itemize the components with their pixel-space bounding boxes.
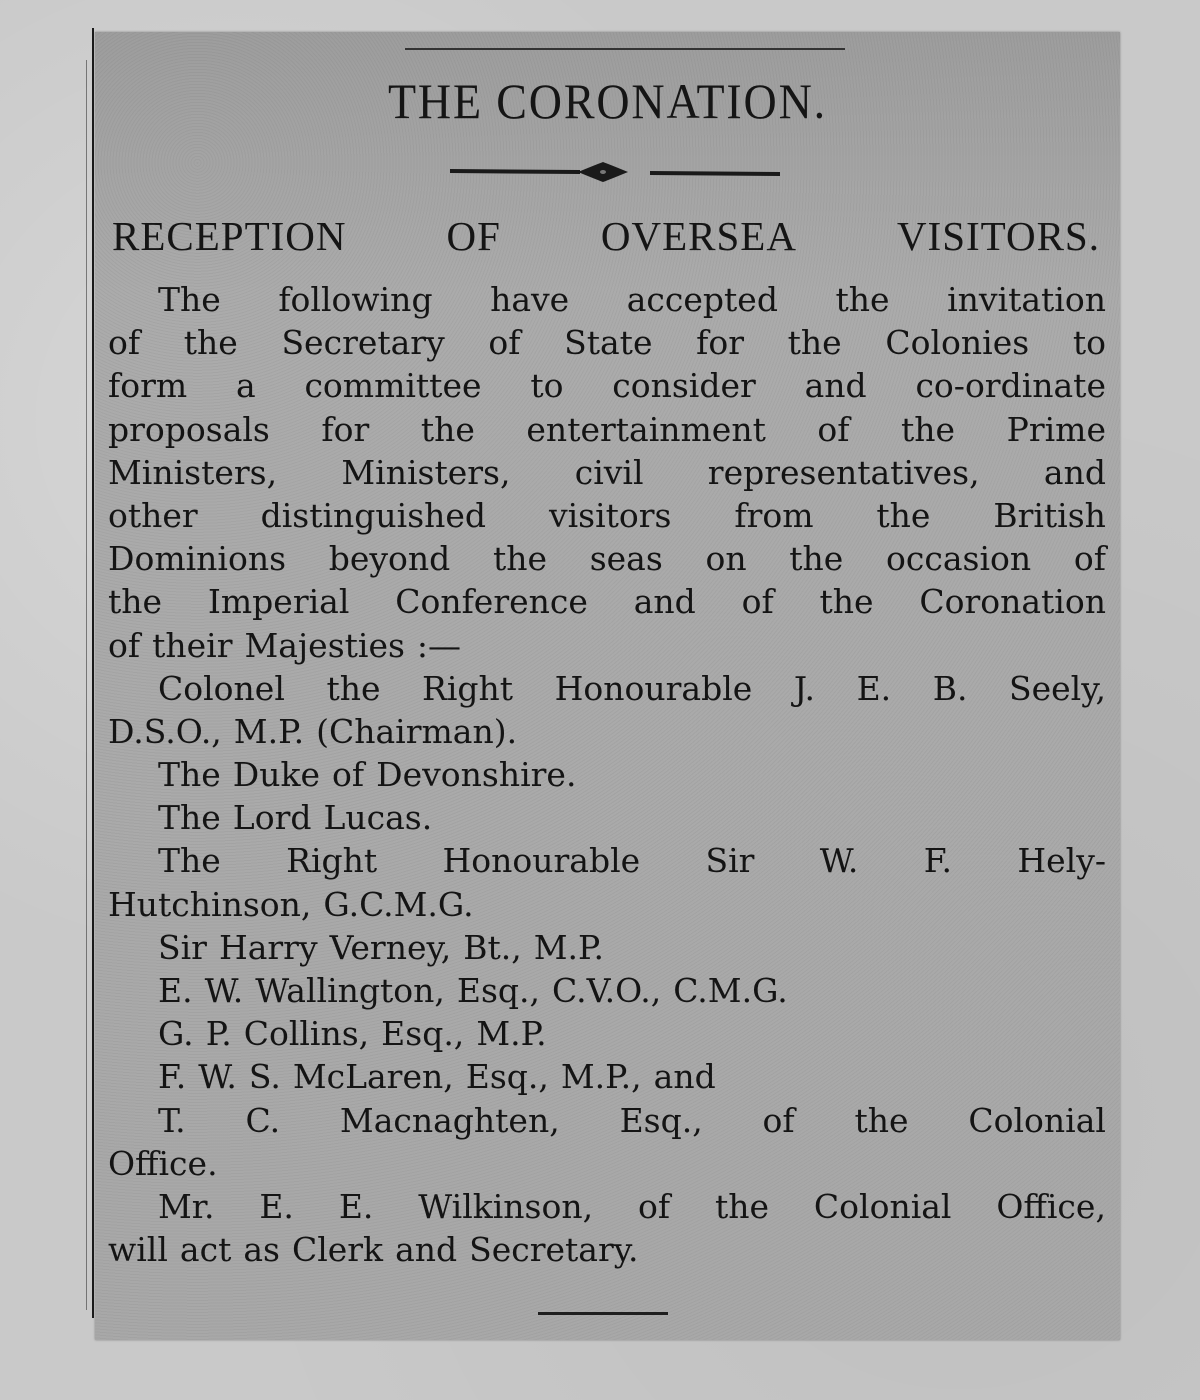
word: C.V.O., — [552, 971, 662, 1010]
word: Lord — [232, 798, 312, 838]
word: G. — [158, 1014, 194, 1054]
word: the — [901, 409, 956, 449]
word: the — [876, 495, 931, 535]
word: M.P. — [476, 1014, 547, 1054]
word: as — [243, 1230, 280, 1270]
text-line — [108, 451, 1106, 494]
text-line — [108, 753, 1106, 796]
word: Colonial — [813, 1186, 952, 1226]
word: of — [817, 409, 850, 449]
word: for — [321, 409, 370, 449]
word: on — [705, 539, 747, 579]
text-line — [108, 969, 1106, 1012]
text-line — [108, 1228, 1106, 1271]
word: Colonies — [885, 323, 1030, 363]
word: S. — [248, 1057, 281, 1097]
word: B. — [932, 668, 968, 708]
word: Honourable — [442, 841, 641, 881]
closing-rule — [538, 1312, 668, 1315]
word: entertainment — [526, 409, 766, 449]
word: G.C.M.G. — [323, 884, 474, 924]
word: Dominions — [108, 539, 287, 579]
word: C.M.G. — [673, 971, 788, 1010]
word: co-ordinate — [915, 366, 1106, 406]
word: M.P. — [233, 711, 305, 751]
text-line — [108, 321, 1106, 364]
word: :— — [416, 625, 462, 665]
word: accepted — [626, 280, 778, 319]
text-line — [108, 1012, 1106, 1055]
word: Secretary — [281, 323, 445, 363]
word: act — [179, 1230, 232, 1270]
word: representatives, — [707, 452, 980, 492]
word: of — [762, 1100, 795, 1140]
word: have — [490, 280, 570, 319]
word: Mr. — [158, 1186, 215, 1226]
word: F. — [923, 841, 952, 881]
word: the — [714, 1186, 770, 1226]
article-body — [108, 278, 1106, 1271]
word: F. — [158, 1057, 187, 1097]
word: and — [633, 582, 696, 622]
word: M.P., — [560, 1057, 642, 1097]
word: Sir — [158, 927, 207, 967]
word: of — [108, 323, 141, 363]
word: Ministers, — [341, 452, 511, 492]
word: to — [1072, 323, 1106, 363]
text-line — [108, 883, 1106, 926]
text-line — [108, 278, 1106, 321]
word: the — [835, 280, 890, 319]
text-line — [108, 710, 1106, 753]
word: Devonshire. — [376, 755, 577, 795]
word: D.S.O., — [108, 711, 222, 751]
word: Macnaghten, — [339, 1100, 560, 1140]
subheading-word: RECEPTION — [112, 213, 347, 259]
word: the — [420, 409, 475, 449]
text-line — [108, 580, 1106, 623]
word: and — [653, 1057, 716, 1097]
word: Lucas. — [323, 798, 433, 838]
word: McLaren, — [292, 1057, 454, 1097]
word: distinguished — [260, 495, 487, 535]
word: will — [108, 1230, 168, 1270]
word: Prime — [1006, 409, 1106, 449]
subheading-word: OF — [446, 213, 501, 259]
text-line — [108, 1099, 1106, 1142]
word: civil — [574, 452, 644, 492]
word: the — [326, 668, 381, 708]
word: other — [108, 495, 198, 535]
word: Coronation — [919, 582, 1106, 622]
word: The — [158, 841, 221, 881]
word: E. — [158, 971, 193, 1010]
headline: THE CORONATION. — [387, 73, 828, 129]
word: of — [1073, 539, 1106, 579]
word: P. — [205, 1014, 232, 1054]
text-line — [108, 1055, 1106, 1098]
word: (Chairman). — [316, 711, 518, 751]
word: seas — [589, 539, 663, 579]
word: T. — [158, 1100, 186, 1140]
word: the — [108, 582, 163, 622]
word: E. — [856, 668, 892, 708]
word: the — [789, 539, 844, 579]
word: form — [108, 366, 188, 406]
subheading-word: VISITORS. — [896, 213, 1100, 259]
word: the — [854, 1100, 909, 1140]
word: the — [492, 539, 548, 579]
word: a — [235, 366, 256, 406]
word: E. — [259, 1186, 294, 1226]
word: proposals — [108, 409, 270, 449]
word: of — [488, 323, 521, 363]
word: Verney, — [329, 927, 452, 967]
word: W. — [204, 971, 244, 1010]
word: Hutchinson, — [108, 884, 312, 924]
word: The — [158, 280, 221, 319]
word: occasion — [886, 539, 1032, 579]
word: and — [1043, 452, 1106, 492]
word: of — [637, 1186, 671, 1226]
column-rule — [92, 28, 94, 1318]
word: British — [993, 495, 1106, 535]
word: Seely, — [1009, 668, 1106, 708]
text-line — [108, 494, 1106, 537]
word: Esq., — [465, 1057, 549, 1097]
word: visitors — [548, 495, 672, 535]
text-line — [108, 408, 1106, 451]
word: Esq., — [456, 971, 541, 1010]
word: Honourable — [554, 668, 753, 708]
word: W. — [819, 841, 859, 881]
word: for — [696, 323, 744, 363]
word: State — [564, 323, 653, 363]
word: from — [734, 495, 814, 535]
word: Ministers, — [108, 452, 278, 492]
word: Collins, — [243, 1014, 370, 1054]
word: consider — [612, 366, 756, 406]
text-line — [108, 364, 1106, 407]
word: following — [278, 280, 433, 319]
word: the — [819, 582, 874, 622]
word: to — [530, 366, 564, 406]
word: Clerk — [291, 1230, 384, 1270]
word: Sir — [705, 841, 755, 881]
word: the — [183, 323, 238, 363]
column-rule-shadow — [86, 60, 87, 1310]
word: their — [152, 625, 233, 665]
word: M.P. — [533, 927, 605, 967]
word: Conference — [395, 582, 588, 622]
word: Secretary. — [469, 1230, 639, 1270]
word: Esq., — [619, 1100, 703, 1140]
top-rule-fragment — [405, 48, 845, 50]
word: and — [395, 1230, 458, 1270]
word: invitation — [947, 280, 1106, 319]
word: of — [332, 755, 365, 795]
word: Esq., — [381, 1014, 465, 1054]
word: The — [158, 755, 221, 795]
subheading-word: OVERSEA — [600, 213, 797, 259]
word: Bt., — [463, 927, 522, 967]
text-line — [108, 537, 1106, 580]
word: Wilkinson, — [418, 1186, 594, 1226]
word: Majesties — [244, 625, 405, 665]
text-line — [108, 1185, 1106, 1228]
word: Imperial — [207, 582, 350, 622]
word: Colonial — [968, 1100, 1106, 1140]
text-line — [108, 1142, 1106, 1185]
word: C. — [245, 1100, 281, 1140]
word: Right — [286, 841, 378, 881]
word: Right — [422, 668, 514, 708]
text-line — [108, 796, 1106, 839]
word: and — [804, 366, 867, 406]
text-line — [108, 667, 1106, 710]
word: W. — [198, 1057, 237, 1097]
word: E. — [338, 1186, 374, 1226]
ornamental-rule-icon — [450, 162, 780, 182]
word: beyond — [328, 539, 451, 579]
word: the — [787, 323, 842, 363]
text-line — [108, 926, 1106, 969]
word: Harry — [218, 927, 318, 967]
subheading — [112, 212, 1100, 260]
word: Duke — [232, 755, 321, 795]
word: The — [158, 798, 221, 838]
word: J. — [793, 668, 816, 708]
word: Wallington, — [255, 971, 445, 1010]
word: committee — [304, 366, 482, 406]
word: of — [741, 582, 774, 622]
word: Colonel — [158, 668, 285, 708]
word: Office. — [108, 1143, 218, 1183]
word: of — [108, 625, 141, 665]
text-line — [108, 624, 1106, 667]
word: Office, — [996, 1186, 1106, 1226]
word: Hely- — [1017, 841, 1106, 881]
text-line — [108, 839, 1106, 882]
